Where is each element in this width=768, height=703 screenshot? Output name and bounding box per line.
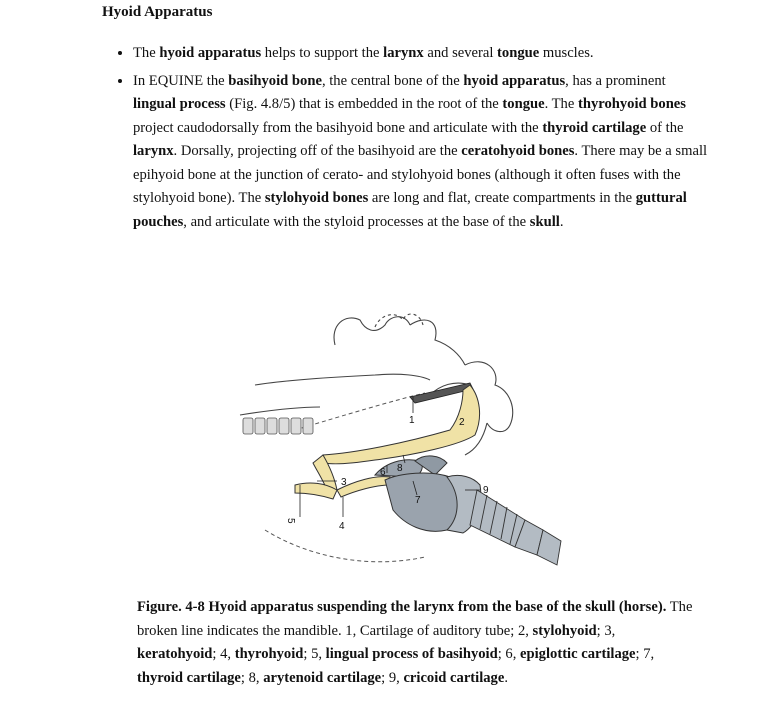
bold-term: Figure. 4-8 Hyoid apparatus suspending the larynx from the base of the skull (horse). — [137, 599, 667, 615]
figure-label-9: 9 — [483, 485, 489, 496]
section-title: Hyoid Apparatus — [102, 4, 213, 20]
text-run: ; 9, — [381, 669, 404, 686]
figure-label-4: 4 — [339, 521, 345, 532]
text-run: project caudodorsally from the basihyoid bone and articulate with the — [133, 119, 543, 136]
bold-term: skull — [529, 213, 560, 230]
trachea — [470, 490, 561, 565]
text-run: . Dorsally, projecting off of the basihyoid are the — [173, 143, 462, 159]
bold-term: keratohyoid — [137, 646, 213, 662]
figure-caption — [137, 596, 693, 690]
text-run: of the — [646, 119, 684, 136]
bold-term: stylohyoid — [532, 622, 597, 639]
bullet-item — [133, 42, 708, 66]
stylohyoid-bone — [323, 385, 480, 464]
text-run: ; 4, — [212, 646, 235, 662]
teeth — [243, 418, 313, 434]
figure-label-2: 2 — [459, 417, 465, 428]
bullet-list — [115, 42, 708, 238]
bold-term: thyroid cartilage — [542, 119, 647, 136]
bold-term: ceratohyoid bones — [461, 143, 575, 159]
bold-term: lingual process of basihyoid — [325, 646, 498, 662]
text-run: ; 7, — [635, 646, 655, 662]
bold-term: stylohyoid bones — [264, 190, 369, 206]
figure-label-8: 8 — [397, 463, 403, 474]
bold-term: guttural pouches — [133, 190, 687, 230]
bold-term: hyoid apparatus — [463, 72, 566, 89]
bullet-item — [133, 70, 708, 235]
text-run: helps to support the — [261, 45, 384, 61]
figure-label-7: 7 — [415, 495, 421, 506]
bold-term: thyroid cartilage — [137, 669, 241, 686]
text-run: The — [133, 45, 160, 61]
text-run: and several — [423, 45, 498, 61]
text-run: . There may be a small epihyoid bone at the junction of cerato- and stylohyoid bones (although it often fuses with the stylohyoid bone). The — [133, 143, 708, 206]
figure-label-6: 6 — [380, 467, 386, 478]
text-run: . — [559, 213, 564, 230]
bold-term: tongue — [497, 45, 540, 61]
text-run: (Fig. 4.8/5) that is embedded in the root of the — [225, 96, 503, 112]
bold-term: tongue — [502, 96, 545, 112]
bold-term: epiglottic cartilage — [520, 646, 636, 662]
text-run: In EQUINE the — [133, 72, 229, 89]
text-run: . — [504, 669, 508, 686]
text-run: ; 3, — [596, 622, 616, 639]
text-run: ; 5, — [303, 646, 326, 662]
hyoid-apparatus-figure — [225, 285, 570, 585]
bold-term: thyrohyoid — [234, 646, 304, 662]
bold-term: cricoid cartilage — [403, 669, 505, 686]
text-run: , the central bone of the — [321, 72, 464, 89]
text-run: , and articulate with the styloid processes at the base of the — [183, 213, 530, 230]
bold-term: hyoid apparatus — [159, 45, 262, 61]
bold-term: arytenoid cartilage — [263, 669, 382, 686]
bold-term: thyrohyoid bones — [577, 96, 686, 112]
text-run: ; 8, — [240, 669, 264, 686]
figure-label-3: 3 — [341, 477, 347, 488]
thyroid-cartilage — [385, 473, 458, 531]
text-run: , has a prominent — [565, 72, 666, 89]
text-run: ; 6, — [497, 646, 521, 662]
bold-term: larynx — [133, 143, 174, 159]
figure-label-1: 1 — [409, 415, 415, 426]
text-run: The broken line indicates the mandible. 1, Cartilage of auditory tube; 2, — [137, 599, 693, 639]
bold-term: larynx — [383, 45, 424, 61]
text-run: muscles. — [539, 45, 594, 61]
bold-term: lingual process — [133, 96, 226, 112]
text-run: are long and flat, create compartments in the — [368, 190, 636, 206]
figure-label-5: 5 — [285, 518, 296, 524]
bold-term: basihyoid bone — [228, 72, 322, 89]
text-run: . The — [544, 96, 578, 112]
